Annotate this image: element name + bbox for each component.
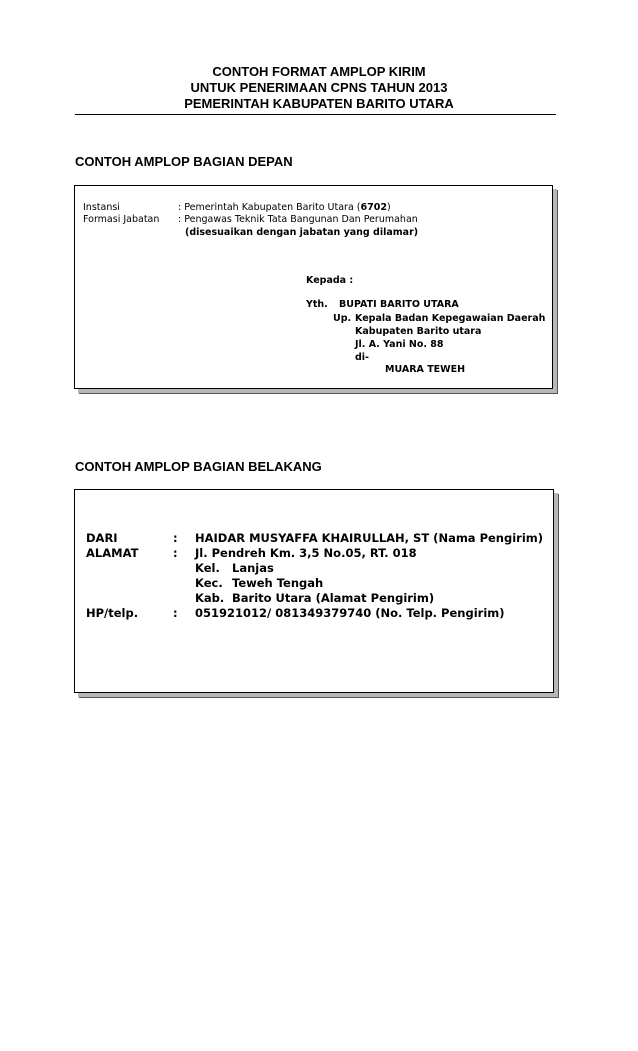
formasi-note: (disesuaikan dengan jabatan yang dilamar) xyxy=(185,227,419,238)
back-envelope xyxy=(74,489,554,693)
back-section-title: CONTOH AMPLOP BAGIAN BELAKANG xyxy=(75,459,322,474)
alamat-colon: : xyxy=(173,546,178,560)
yth-label: Yth. xyxy=(306,299,328,310)
formasi-label: Formasi Jabatan xyxy=(83,214,160,225)
header-line-3: PEMERINTAH KABUPATEN BARITO UTARA xyxy=(184,96,454,111)
kec-value: Teweh Tengah xyxy=(232,576,324,590)
instansi-value-suffix: ) xyxy=(386,202,391,213)
alamat-line-1: Jl. Pendreh Km. 3,5 No.05, RT. 018 xyxy=(195,546,417,560)
alamat-label: ALAMAT xyxy=(86,546,139,560)
up-line-4: di- xyxy=(355,352,369,363)
document-header xyxy=(0,64,638,112)
hp-value: 051921012/ 081349379740 (No. Telp. Pengirim) xyxy=(195,606,505,620)
recipient-name: BUPATI BARITO UTARA xyxy=(339,299,459,310)
header-line-2: UNTUK PENERIMAAN CPNS TAHUN 2013 xyxy=(190,80,448,95)
kab-value: Barito Utara (Alamat Pengirim) xyxy=(232,591,435,605)
hp-colon: : xyxy=(173,606,178,620)
up-line-3: Jl. A. Yani No. 88 xyxy=(355,339,444,350)
header-line-1: CONTOH FORMAT AMPLOP KIRIM xyxy=(212,64,426,79)
up-line-2: Kabupaten Barito utara xyxy=(355,326,482,337)
up-line-1: Kepala Badan Kepegawaian Daerah xyxy=(355,313,546,324)
formasi-value: : Pengawas Teknik Tata Bangunan Dan Perumahan xyxy=(178,214,418,225)
front-section-title: CONTOH AMPLOP BAGIAN DEPAN xyxy=(75,154,293,169)
up-label: Up. xyxy=(333,313,352,324)
kec-label: Kec. xyxy=(195,576,223,590)
sender-name: HAIDAR MUSYAFFA KHAIRULLAH, ST (Nama Pengirim) xyxy=(195,531,544,545)
kel-label: Kel. xyxy=(195,561,220,575)
kepada-label: Kepada : xyxy=(306,275,354,286)
dari-label: DARI xyxy=(86,531,118,545)
kel-value: Lanjas xyxy=(232,561,274,575)
kab-label: Kab. xyxy=(195,591,225,605)
front-envelope xyxy=(74,185,553,389)
hp-label: HP/telp. xyxy=(86,606,139,620)
instansi-value xyxy=(178,202,391,213)
instansi-code: 6702 xyxy=(360,202,387,213)
destination-city: MUARA TEWEH xyxy=(385,364,466,375)
instansi-label: Instansi xyxy=(83,202,120,213)
instansi-value-prefix: : Pemerintah Kabupaten Barito Utara ( xyxy=(178,202,361,213)
header-divider xyxy=(75,114,556,115)
dari-colon: : xyxy=(173,531,178,545)
